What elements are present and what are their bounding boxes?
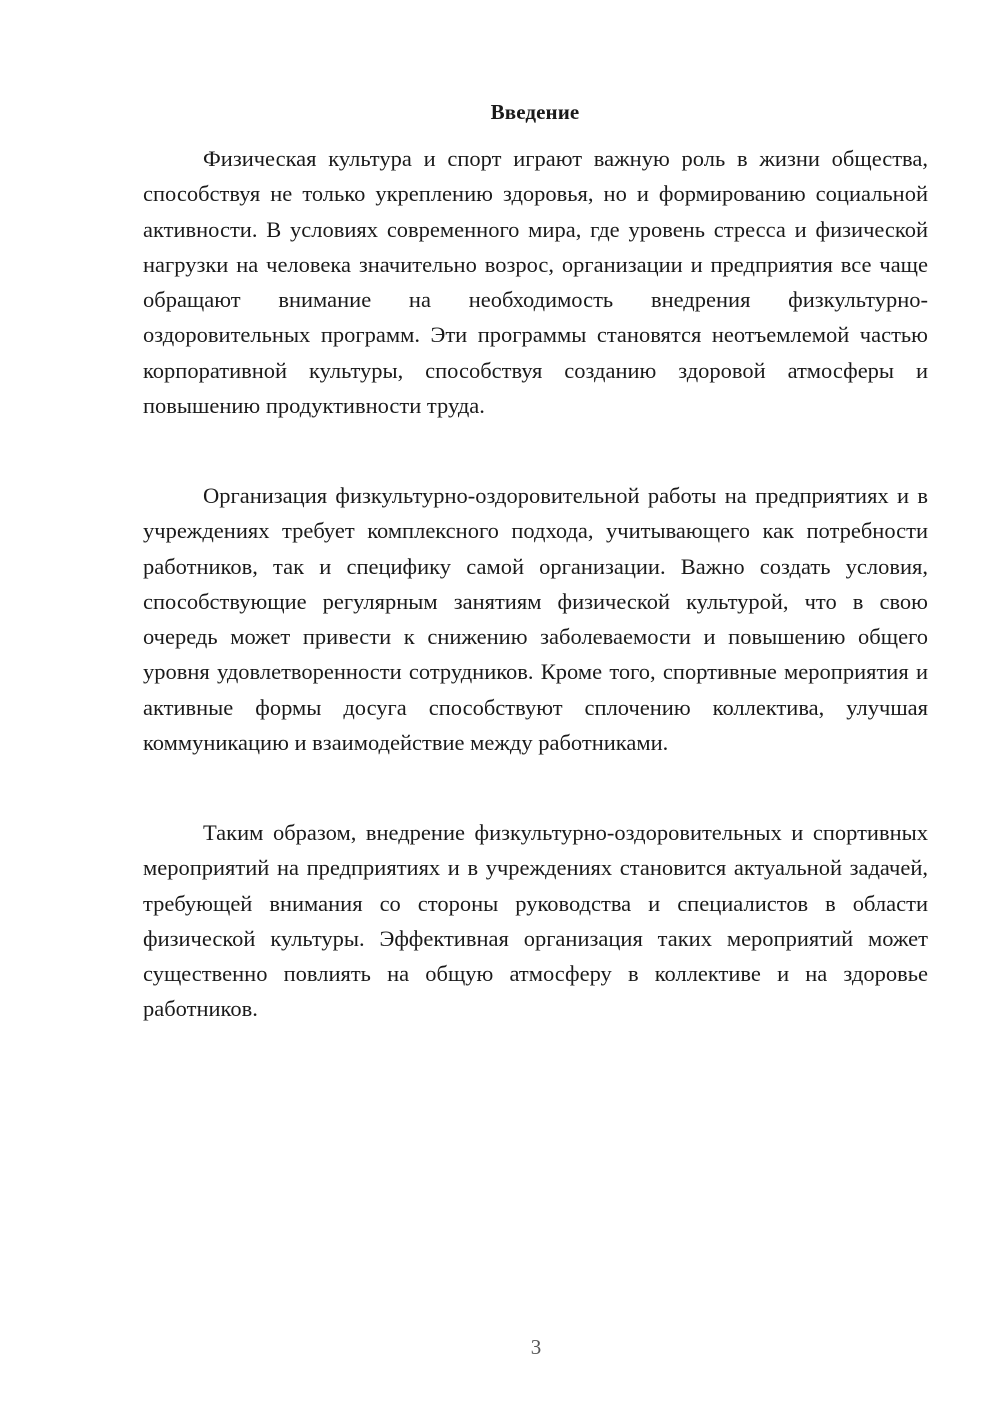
paragraph-organization: Организация физкультурно-оздоровительной работы на предприятиях и в учреждениях требует комплексного подхода, учитывающего как потребности работников, так и специфику самой организации. Важно создать условия, способствующие регулярным занятиям физической культурой, что в свою очередь может привести к снижению заболеваемости и повышению общего уровня удовлетворенности сотрудников. Кроме того, спортивные мероприятия и активные формы досуга способствуют сплочению коллектива, улучшая коммуникацию и взаимодействие между работниками.: [143, 483, 928, 756]
section-title: Введение: [490, 100, 580, 124]
paragraph-conclusion: Таким образом, внедрение физкультурно-оздоровительных и спортивных мероприятий на предприятиях и в учреждениях становится актуальной задачей, требующей внимания со стороны руководства и специалистов в области физической культуры. Эффективная организация таких мероприятий может существенно повлиять на общую атмосферу в коллективе и на здоровье работников.: [143, 820, 928, 1022]
paragraph-intro: Физическая культура и спорт играют важную роль в жизни общества, способствуя не только укреплению здоровья, но и формированию социальной активности. В условиях современного мира, где уровень стресса и физической нагрузки на человека значительно возрос, организации и предприятия все чаще обращают внимание на необходимость внедрения физкультурно-оздоровительных программ. Эти программы становятся неотъемлемой частью корпоративной культуры, способствуя созданию здоровой атмосферы и повышению продуктивности труда.: [143, 146, 928, 419]
page-number: 3: [530, 1335, 542, 1359]
